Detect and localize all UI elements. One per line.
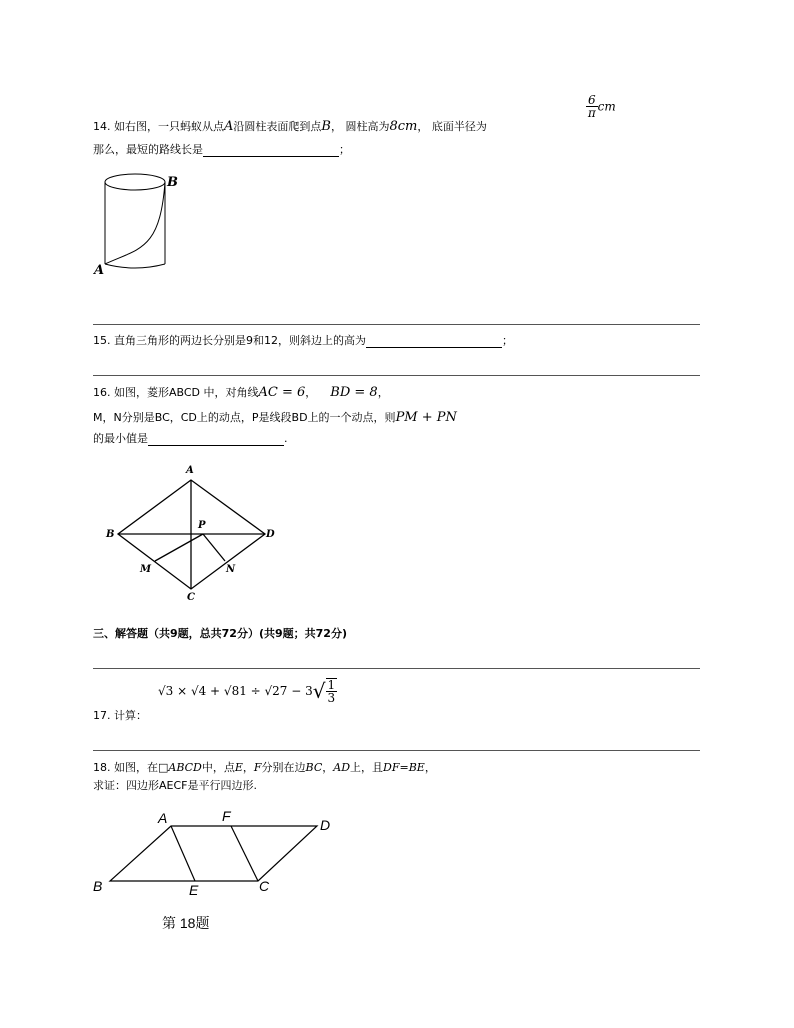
- q17-fraction: $\frac{1}{3}$: [327, 678, 336, 705]
- cyl-label-a: A: [94, 263, 105, 278]
- radical-sign: √: [312, 679, 326, 703]
- rh-label-n: N: [226, 564, 236, 575]
- rh-label-m: M: [140, 564, 152, 575]
- section3-title: 三、解答题（共9题，总共72分）(共9题；共72分): [93, 627, 347, 640]
- q18-line2: 求证：四边形AECF是平行四边形.: [93, 779, 257, 792]
- segment-ae: [171, 826, 195, 881]
- cyl-label-b: B: [167, 175, 178, 190]
- pg-label-d: D: [320, 817, 331, 833]
- parallelogram-abcd: [110, 826, 317, 881]
- rh-label-a: A: [186, 465, 194, 476]
- segment-fc: [231, 826, 258, 881]
- q14-radius: $\frac{6}{\pi}$ cm: [587, 93, 616, 120]
- q15-line: 15. 直角三角形的两边长分别是9和12，则斜边上的高为 ；: [93, 334, 513, 347]
- rh-label-c: C: [187, 592, 195, 603]
- rh-label-p: P: [198, 520, 206, 531]
- q17-label: 17. 计算：: [93, 709, 147, 722]
- pg-label-c: C: [259, 878, 270, 894]
- q16-line3: 的最小值是 .: [93, 432, 288, 445]
- pg-label-f: F: [222, 808, 231, 824]
- rh-label-b: B: [106, 529, 115, 540]
- pg-label-a: A: [158, 810, 168, 826]
- q14-line1: 14. 如右图，一只蚂蚁从点A沿圆柱表面爬到点B， 圆柱高为8cm， 底面半径为: [93, 119, 487, 134]
- q14-line2: 那么，最短的路线长是 ；: [93, 143, 350, 156]
- q16-line1: 16. 如图，菱形ABCD 中，对角线AC = 6， BD = 8，: [93, 385, 389, 400]
- pg-label-e: E: [189, 882, 199, 898]
- q18-caption: 第 18题: [162, 915, 210, 931]
- pg-label-b: B: [93, 878, 103, 894]
- q17-expression: √3 × √4 + √81 ÷ √27 − 3√ $\frac{1}{3}$: [158, 678, 336, 705]
- q16-line2: M，N分别是BC，CD上的动点，P是线段BD上的一个动点，则PM + PN: [93, 410, 457, 425]
- radius-fraction: $\frac{6}{\pi}$: [587, 93, 596, 120]
- rh-label-d: D: [266, 529, 275, 540]
- q18-line1: 18. 如图，在□ABCD中，点E，F分别在边BC，AD上，且DF=BE，: [93, 761, 436, 774]
